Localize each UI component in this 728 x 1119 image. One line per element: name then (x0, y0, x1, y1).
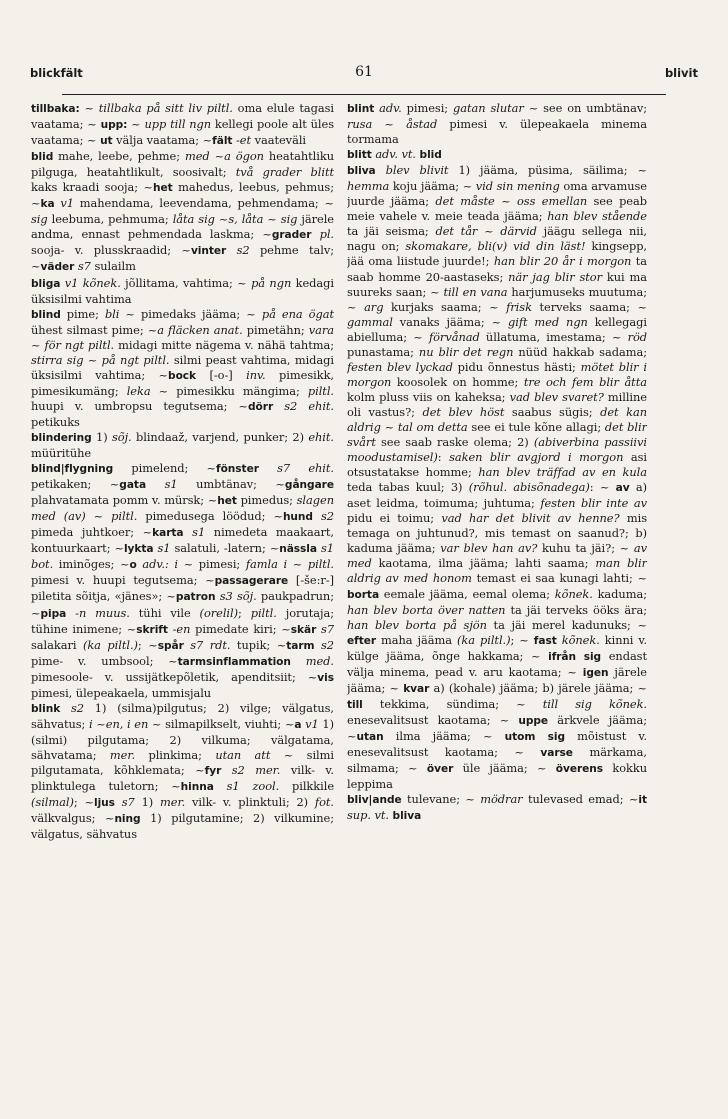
left-column (31, 101, 334, 1101)
dictionary-entry: blid mahe, leebe, pehme; med ~a ögon heatahtliku pilguga, heatahtlikult, soosivalt; två grader blitt kaks kraadi sooja; ~het mahedus, leebus, pehmus; ~ka v1 mahendama, leevendama, pehmendama; ~ sig leebuma, pehmuma; låta sig ~s, låta ~ sig järele andma, ennast pehmendada laskma; ~grader pl. sooja- v. plusskraadid; ~vinter s2 pehme talv; ~väder s7 sulailm (31, 149, 334, 274)
dictionary-entry: blitt adv. vt. blid (347, 147, 442, 162)
header-rule (62, 94, 666, 95)
dictionary-entry: bliga v1 kõnek. jõllitama, vahtima; ~ på ngn kedagi üksisilmi vahtima (31, 275, 334, 306)
running-header (30, 66, 698, 86)
dictionary-entry: bliv|ande tulevane; ~ mödrar tulevased emad; ~it sup. vt. bliva (347, 792, 647, 823)
header-guide-word-right: blivit (664, 66, 698, 80)
dictionary-entry: bliva blev blivit 1) jääma, püsima, säilima; ~ hemma koju jääma; ~ vid sin mening oma arvamuse juurde jääma; det måste ~ oss emellan see peab meie vahele v. meie teada jääma; han blev stående ta jäi seisma; det tår ~ därvid jäägu sellega nii, nagu on; skomakare, bli(v) vid din läst! kingsepp, jää oma liistude juurde!; han blir 20 år i morgon ta saab homme 20-aastaseks; när jag blir stor kui ma suureks saan; ~ till en vana harjumuseks muutuma; ~ arg kurjaks saama; ~ frisk terveks saama; ~ gammal vanaks jääma; ~ gift med ngn kellegagi abielluma; ~ förvånad üllatuma, imestama; ~ röd punastama; nu blir det regn nüüd hakkab sadama; festen blev lyckad pidu õnnestus hästi; mötet blir i morgon koosolek on homme; tre och fem blir åtta kolm pluss viis on kaheksa; vad blev svaret? milline oli vastus?; det blev höst saabus sügis; det kan aldrig ~ tal om detta see ei tule kõne allagi; det blir svårt see saab raske olema; 2) (abiverbina passiivi moodustamisel): saken blir avgjord i morgon asi otsustatakse homme; han blev träffad av en kula teda tabas kuul; 3) (rõhul. abisõnadega): ~ av a) aset leidma, toimuma; juhtuma; festen blir inte av pidu ei toimu; vad har det blivit av henne? mis temaga on juhtunud?, mis temast on saanud?; b) kaduma jääma; var blev han av? kuhu ta jäi?; ~ av med kaotama, ilma jääma; lahti saama; man blir aldrig av med honom temast ei saa kunagi lahti; ~ borta eemale jääma, eemal olema; kõnek. kaduma; han blev borta över natten ta jäi terveks ööks ära; han blev borta på sjön ta jäi merel kadunuks; ~ efter maha jääma (ka piltl.); ~ fast kõnek. kinni v. külge jääma, õnge hakkama; ~ ifrån sig endast välja minema, pead v. aru kaotama; ~ igen järele jääma; ~ kvar a) (kohale) jääma; b) järele jääma; ~ till tekkima, sündima; ~ till sig kõnek. enesevalitsust kaotama; ~ uppe ärkvele jääma; ~utan ilma jääma; ~ utom sig mõistust v. enesevalitsust kaotama; ~ varse märkama, silmama; ~ över üle jääma; ~ överens kokku leppima (347, 163, 647, 792)
dictionary-entry: blink s2 1) (silma)pilgutus; 2) vilge; välgatus, sähvatus; i ~en, i en ~ silmapilkselt, viuhti; ~a v1 1) (silmi) pilgutama; 2) vilkuma; välgatama, sähvatama; mer. plinkima; utan att ~ silmi pilgutamata, kõhklemata; ~fyr s2 mer. vilk- v. plinktulega tuletorn; ~hinna s1 zool. pilkkile (silmal); ~ljus s7 1) mer. vilk- v. plinktuli; 2) fot. välkvalgus; ~ning 1) pilgutamine; 2) vilkumine; välgatus, sähvatus (31, 700, 334, 842)
dictionary-entry: blindering 1) sõj. blindaaž, varjend, punker; 2) ehit. müüritühe (31, 429, 334, 461)
dictionary-entry: blind|flygning pimelend; ~fönster s7 ehit. petikaken; ~gata s1 umbtänav; ~gångare plahvatamata pomm v. mürsk; ~het pimedus; slagen med (av) ~ piltl. pimedusega löödud; ~hund s2 pimeda juhtkoer; ~karta s1 nimedeta maakaart, kontuurkaart; ~lykta s1 salatuli, -latern; ~nässla s1 bot. iminõges; ~o adv.: i ~ pimesi; famla i ~ piltl. pimesi v. huupi tegutsema; ~passagerare [-še:r-] piletita sõitja, «jänes»; ~patron s3 sõj. paukpadrun; ~pipa -n muus. tühi vile (orelil); piltl. jorutaja; tühine inimene; ~skrift -en pimedate kiri; ~skär s7 salakari (ka piltl.); ~spår s7 rdt. tupik; ~tarm s2 pime- v. umbsool; ~tarmsinflammation med. pimesoole- v. ussijätkepõletik, apenditsiit; ~vis pimesi, ülepeakaela, ummisjalu (31, 461, 334, 700)
dictionary-entry: blind pime; bli ~ pimedaks jääma; ~ på ena ögat ühest silmast pime; ~a fläcken anat. pimetähn; vara ~ för ngt piltl. midagi mitte nägema v. nähä tahtma; stirra sig ~ på ngt piltl. silmi peast vahtima, midagi üksisilmi vahtima; ~bock [-o-] inv. pimesikk, pimesikumäng; leka ~ pimesikku mängima; piltl. huupi v. umbropsu tegutsema; ~dörr s2 ehit. petikuks (31, 306, 334, 429)
dictionary-entry: blint adv. pimesi; gatan slutar ~ see on umbtänav; rusa ~ åstad pimesi v. ülepeakaela minema tormama (347, 101, 647, 147)
dictionary-entry: tillbaka: ~ tillbaka på sitt liv piltl. oma elule tagasi vaatama; ~ upp: ~ upp till ngn kellegi poole alt üles vaatama; ~ ut välja vaatama; ~fält -et vaateväli (31, 101, 334, 148)
header-guide-word-left: blickfält (30, 66, 83, 80)
right-column (347, 101, 647, 1101)
page-number: 61 (355, 64, 373, 80)
